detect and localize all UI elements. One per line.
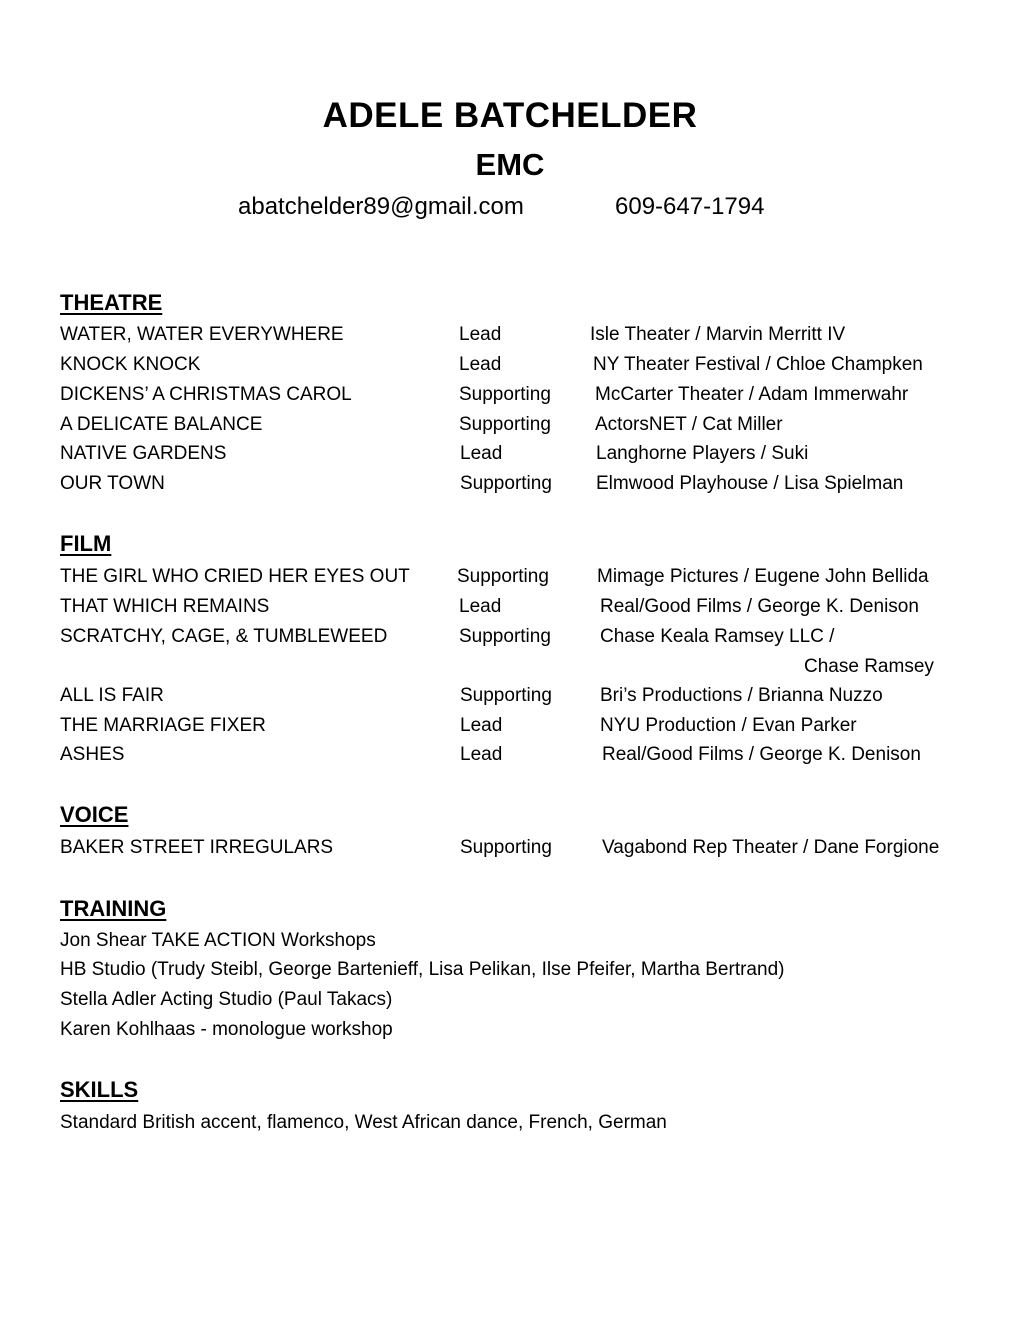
credit-company: Chase Keala Ramsey LLC /	[600, 626, 835, 647]
training-item: Stella Adler Acting Studio (Paul Takacs)	[60, 989, 393, 1010]
credit-row	[0, 443, 1020, 469]
credit-title: BAKER STREET IRREGULARS	[60, 837, 334, 858]
credit-role: Supporting	[459, 414, 551, 435]
credit-company: Elmwood Playhouse / Lisa Spielman	[596, 473, 904, 494]
credit-role: Lead	[460, 744, 503, 765]
actor-name: ADELE BATCHELDER	[322, 96, 698, 135]
credit-row	[0, 837, 1020, 863]
section-heading-skills: SKILLS	[60, 1077, 139, 1102]
credit-company: ActorsNET / Cat Miller	[595, 414, 783, 435]
section-heading-theatre: THEATRE	[60, 290, 163, 315]
credit-company-continuation: Chase Ramsey	[804, 656, 934, 677]
credit-role: Lead	[459, 324, 502, 345]
credit-row	[0, 414, 1020, 440]
credit-title: THAT WHICH REMAINS	[60, 596, 270, 617]
credit-company: Real/Good Films / George K. Denison	[602, 744, 921, 765]
credit-company: McCarter Theater / Adam Immerwahr	[595, 384, 909, 405]
credit-title: THE MARRIAGE FIXER	[60, 715, 266, 736]
credit-row	[0, 566, 1020, 592]
credit-role: Supporting	[459, 384, 551, 405]
credit-role: Supporting	[460, 837, 552, 858]
credit-role: Supporting	[460, 685, 552, 706]
credit-row	[0, 626, 1020, 652]
credit-company: Real/Good Films / George K. Denison	[600, 596, 919, 617]
credit-row	[0, 685, 1020, 711]
credit-row	[0, 473, 1020, 499]
credit-role: Lead	[460, 715, 503, 736]
credit-title: ALL IS FAIR	[60, 685, 164, 706]
section-heading-voice: VOICE	[60, 802, 129, 827]
credit-role: Lead	[460, 443, 503, 464]
credit-company: Isle Theater / Marvin Merritt IV	[590, 324, 846, 345]
credit-company: Mimage Pictures / Eugene John Bellida	[597, 566, 929, 587]
credit-company: Bri’s Productions / Brianna Nuzzo	[600, 685, 883, 706]
credit-company: Vagabond Rep Theater / Dane Forgione	[602, 837, 940, 858]
credit-title: ASHES	[60, 744, 125, 765]
credit-row	[0, 596, 1020, 622]
credit-row-continuation	[0, 656, 1020, 682]
credit-role: Supporting	[457, 566, 549, 587]
credit-company: NY Theater Festival / Chloe Champken	[593, 354, 923, 375]
credit-company: Langhorne Players / Suki	[596, 443, 809, 464]
credit-title: SCRATCHY, CAGE, & TUMBLEWEED	[60, 626, 388, 647]
credit-row	[0, 324, 1020, 350]
credit-company: NYU Production / Evan Parker	[600, 715, 857, 736]
credit-role: Supporting	[459, 626, 551, 647]
credit-row	[0, 744, 1020, 770]
training-item: HB Studio (Trudy Steibl, George Bartenieff, Lisa Pelikan, Ilse Pfeifer, Martha Bertrand)	[60, 959, 785, 980]
credit-role: Supporting	[460, 473, 552, 494]
training-item: Karen Kohlhaas - monologue workshop	[60, 1019, 393, 1040]
training-item: Jon Shear TAKE ACTION Workshops	[60, 930, 376, 951]
credit-title: DICKENS’ A CHRISTMAS CAROL	[60, 384, 352, 405]
credit-title: WATER, WATER EVERYWHERE	[60, 324, 344, 345]
email-address: abatchelder89@gmail.com	[238, 193, 524, 220]
credit-title: NATIVE GARDENS	[60, 443, 227, 464]
credit-row	[0, 384, 1020, 410]
section-heading-film: FILM	[60, 531, 112, 556]
skills-list: Standard British accent, flamenco, West African dance, French, German	[60, 1112, 667, 1133]
section-heading-training: TRAINING	[60, 896, 167, 921]
credit-role: Lead	[459, 596, 502, 617]
credit-title: THE GIRL WHO CRIED HER EYES OUT	[60, 566, 410, 587]
credit-row	[0, 715, 1020, 741]
union-status: EMC	[475, 147, 545, 182]
phone-number: 609-647-1794	[615, 193, 765, 220]
credit-title: OUR TOWN	[60, 473, 165, 494]
credit-title: KNOCK KNOCK	[60, 354, 201, 375]
credit-role: Lead	[459, 354, 502, 375]
credit-title: A DELICATE BALANCE	[60, 414, 263, 435]
credit-row	[0, 354, 1020, 380]
